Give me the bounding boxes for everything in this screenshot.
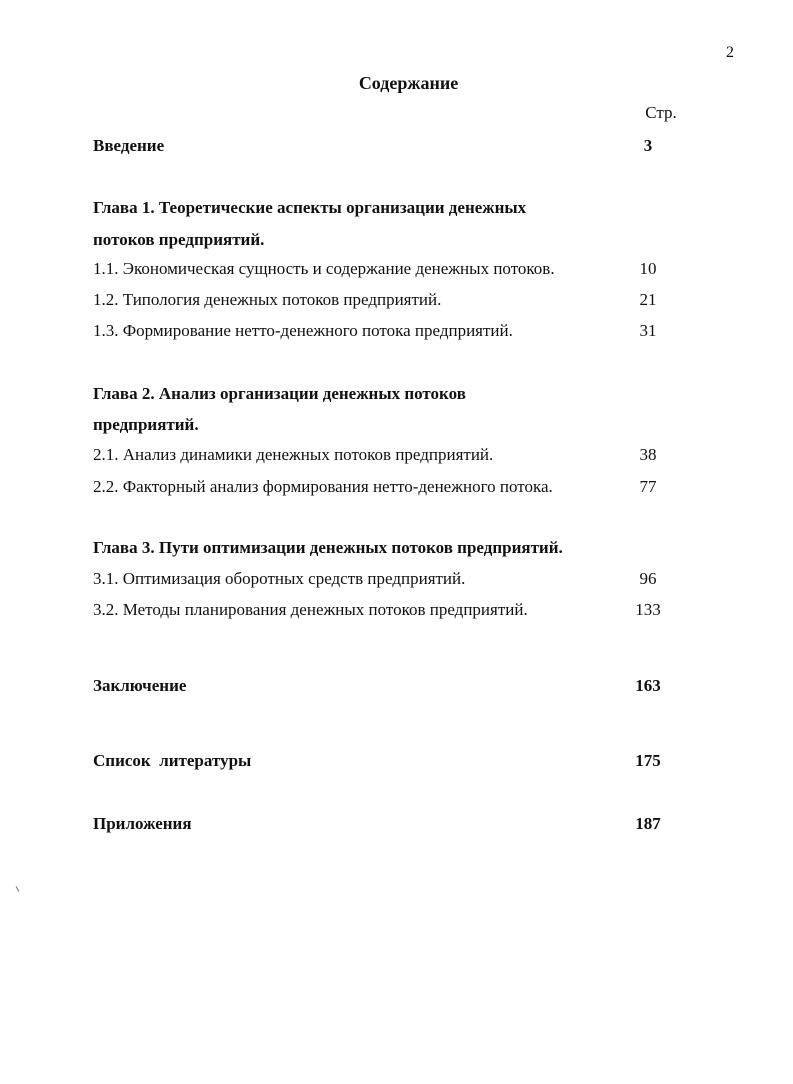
toc-entry-text: Список литературы (93, 751, 252, 770)
scan-artifact-mark (16, 886, 20, 892)
toc-entry-text: Глава 3. Пути оптимизации денежных потоков предприятий. (93, 538, 563, 557)
toc-entry-page: 21 (639, 290, 657, 309)
toc-entry-text: Приложения (93, 814, 192, 833)
toc-entry-page: 31 (639, 321, 657, 340)
toc-entry-text: 2.2. Факторный анализ формирования нетто-денежного потока. (93, 477, 553, 496)
page-column-label: Стр. (645, 103, 677, 122)
toc-entry-text: Глава 1. Теоретические аспекты организации денежных (93, 198, 527, 217)
toc-entry-text: 1.2. Типология денежных потоков предприятий. (93, 290, 442, 309)
toc-entry-page: 133 (635, 600, 661, 619)
toc-entry-page: 163 (635, 676, 661, 695)
toc-entry-page: 10 (639, 259, 657, 278)
toc-entry-text: потоков предприятий. (93, 230, 265, 249)
toc-entry-text: 3.2. Методы планирования денежных потоков предприятий. (93, 600, 528, 619)
page-title: Содержание (358, 73, 459, 93)
toc-entry-text: предприятий. (93, 415, 199, 434)
toc-entry-text: 1.3. Формирование нетто-денежного потока предприятий. (93, 321, 513, 340)
toc-entry-text: Введение (93, 136, 165, 155)
toc-entry-page: 175 (635, 751, 661, 770)
toc-entry-page: 38 (639, 445, 657, 464)
toc-entry-text: Заключение (93, 676, 187, 695)
page-number: 2 (726, 44, 734, 61)
toc-entry-text: 3.1. Оптимизация оборотных средств предприятий. (93, 569, 466, 588)
toc-entry-page: 96 (639, 569, 657, 588)
toc-entry-text: Глава 2. Анализ организации денежных потоков (93, 384, 466, 403)
toc-entry-text: 2.1. Анализ динамики денежных потоков предприятий. (93, 445, 494, 464)
toc-entry-page: 187 (635, 814, 661, 833)
toc-entry-page: 3 (643, 136, 653, 155)
toc-entry-text: 1.1. Экономическая сущность и содержание денежных потоков. (93, 259, 555, 278)
toc-entry-page: 77 (639, 477, 657, 496)
